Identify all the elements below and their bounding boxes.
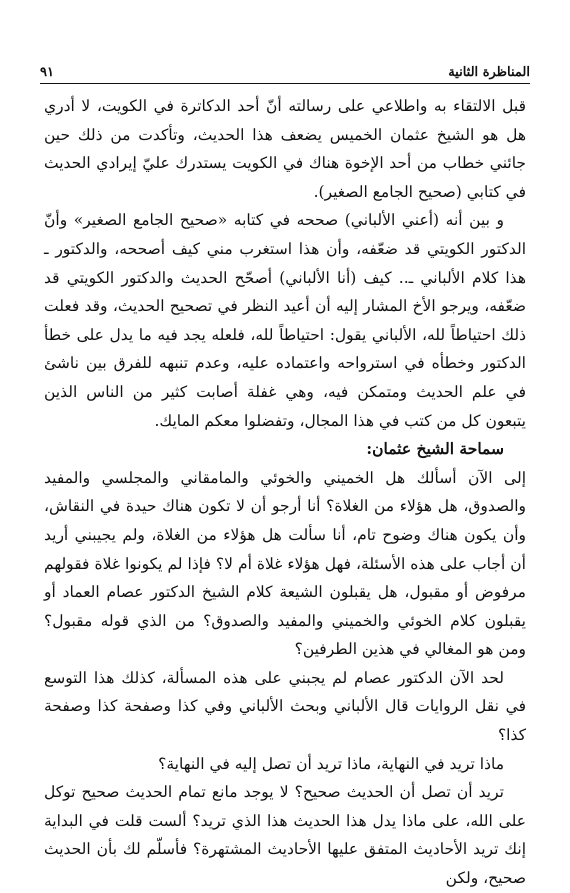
paragraph-5: ماذا تريد في النهاية، ماذا تريد أن تصل إليه في النهاية؟ xyxy=(158,754,504,773)
running-head: المناظرة الثانية xyxy=(448,65,530,80)
paragraph-4: لحد الآن الدكتور عصام لم يجبني على هذه المسألة، كذلك هذا التوسع في نقل الروايات قال الألباني وبحث الألباني وفي كذا وصفحة كذا وصفحة كذا؟ xyxy=(44,668,526,745)
speaker-heading: سماحة الشيخ عثمان: xyxy=(366,439,504,459)
paragraph-2: و بين أنه (أعني الألباني) صححه في كتابه «صحيح الجامع الصغير» وأنّ الدكتور الكويتي قد ضعّفه، وأن هذا استغرب مني كيف أصححه، والدكتور ـ هذا كلام الألباني ـ.. كيف (أنا الألباني) أصحّح الحديث والدكتور الكويتي قد ضعّفه، ويرجو الأخ المشار إليه أن أعيد النظر في تصحيح الحديث، وقد فعلت ذلك احتياطاً لله، الألباني يقول: احتياطاً لله، فلعله يجد فيه ما يدل على خطأ الدكتور وخطأه في استرواحه واعتماده عليه، وعدم تنبهه للفرق بين ناشئ في علم الحديث ومتمكن فيه، وهي غفلة أصابت كثير من الناس الذين يتبعون كل من كتب في هذا المجال، وتفضلوا معكم المايك. xyxy=(44,211,526,430)
page-header xyxy=(40,54,530,84)
paragraph-6: تريد أن تصل أن الحديث صحيح؟ لا يوجد مانع تمام الحديث صحيح توكل على الله، على ماذا يدل هذا الحديث هذا الذي تريد؟ ألست قلت في البداية إنك تريد الأحاديث المتفق عليها الأحاديث المشتهرة؟ فأسلّم لك بأن الحديث صحيح، ولكن xyxy=(44,783,526,888)
page-number: ٩١ xyxy=(40,65,54,80)
paragraph-1: قبل الالتقاء به واطلاعي على رسالته أنّ أحد الدكاترة في الكويت، لا أدري هل هو الشيخ عثمان الخميس يضعف هذا الحديث، وتأكدت من ذلك حين جائني خطاب من أحد الإخوة هناك في الكويت يستدرك عليّ إيرادي الحديث في كتابي (صحيح الجامع الصغير). xyxy=(44,97,526,201)
paragraph-3: إلى الآن أسألك هل الخميني والخوئي والمامقاني والمجلسي والمفيد والصدوق، هل هؤلاء من الغلاة؟ أنا أرجو أن لا تكون هناك حيدة في النقاش، وأن يكون هناك وضوح تام، أنا سألت هل هؤلاء من الغلاة، ولم يجيبني أريد أن أجاب على هذه الأسئلة، فهل هؤلاء غلاة أم لا؟ فإذا لم يكونوا غلاة فقولهم مرفوض أو مقبول، هل يقبلون الشيعة كلام الشيخ الدكتور عصام العماد أو يقبلون كلام الخوئي والخميني والمفيد والصدوق؟ من الذي قوله مقبول؟ ومن هو المغالي في هذين الطرفين؟ xyxy=(44,468,526,659)
page-body xyxy=(44,92,526,893)
